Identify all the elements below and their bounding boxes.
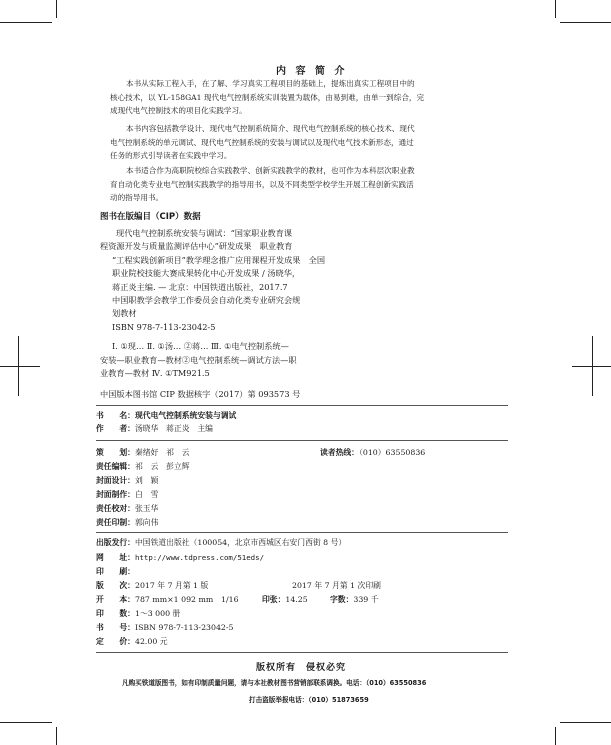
- author-label: 作 者：: [96, 424, 135, 433]
- format-row: [96, 594, 239, 605]
- website-value[interactable]: http://www.tdpress.com/51eds/: [134, 553, 265, 562]
- words-row: [330, 594, 379, 605]
- print-count-value: 1～3 000 册: [134, 609, 181, 618]
- print-count-label: 印 数：: [96, 609, 135, 618]
- cip-catalog-number: 中国版本图书馆 CIP 数据核字（2017）第 093573 号: [100, 389, 301, 399]
- printer-label: 印 刷：: [96, 567, 135, 576]
- cip-block: [100, 227, 325, 380]
- printing-value: 2017 年 7 月第 1 次印刷: [292, 581, 381, 590]
- print-count-row: [96, 608, 180, 619]
- intro-line: 本书适合作为高职院校综合实践教学、创新实践教学的教材，也可作为本科层次职业教: [126, 166, 415, 175]
- divider-2: [96, 440, 508, 441]
- cip-heading: 图书在版编目（CIP）数据: [100, 212, 201, 222]
- cip-line: 安装—职业教育—教材②电气控制系统—调试方法—职: [100, 354, 297, 365]
- editor-value: 祁 云 彭立辉: [134, 462, 190, 471]
- planning-value: 秦绪好 祁 云: [134, 448, 190, 457]
- crop-mark-mid-right-v: [592, 336, 593, 396]
- words-value: 339 千: [353, 595, 379, 604]
- words-label: 字数：: [330, 595, 354, 604]
- proof-label: 责任校对：: [96, 504, 135, 513]
- divider-top: [96, 405, 508, 406]
- intro-line: 育自动化类专业电气控制实践教学的指导用书，以及不同类型学校学生开展工程创新实践活: [110, 179, 414, 189]
- crop-mark-mid-left: [0, 366, 40, 367]
- intro-paragraph-3: [110, 164, 415, 205]
- isbn-value: ISBN 978-7-113-23042-5: [134, 623, 234, 632]
- cover-make-row: [96, 489, 158, 500]
- cip-line: “工程实践创新项目”教学理念推广应用课程开发成果 全国: [112, 254, 326, 265]
- book-value: 现代电气控制系统安装与调试: [134, 411, 237, 420]
- proof-row: [96, 503, 158, 514]
- price-value: 42.00 元: [134, 637, 168, 646]
- crop-mark-bottom-right: [560, 722, 611, 723]
- author-value: 汤晓华 蒋正炎 主编: [134, 424, 213, 433]
- cip-line: 职业院校技能大赛成果转化中心开发成果 / 汤晓华，: [112, 268, 301, 279]
- cip-line: 蒋正炎主编. — 北京：中国铁道出版社，2017.7: [112, 281, 288, 292]
- cip-line: 中国职教学会教学工作委员会自动化类专业研究会规: [112, 295, 301, 306]
- sheets-row: [262, 594, 308, 605]
- crop-mark-mid-left-v: [18, 336, 19, 396]
- author-row: [96, 423, 213, 434]
- sheets-label: 印张：: [262, 595, 286, 604]
- rights-notice: 版权所有 侵权必究: [256, 663, 347, 673]
- print-resp-label: 责任印制：: [96, 518, 135, 527]
- hotline-value: （010）63550836: [358, 448, 426, 457]
- publisher-row: [96, 537, 346, 548]
- intro-paragraph-2: [110, 122, 415, 163]
- book-row: [96, 410, 236, 421]
- crop-mark-top-right: [560, 22, 611, 23]
- edition-value: 2017 年 7 月第 1 版: [134, 581, 209, 590]
- cip-line: ISBN 978-7-113-23042-5: [112, 321, 216, 332]
- cip-line: 程资源开发与质量监测评估中心”研发成果 职业教育: [100, 241, 293, 252]
- cover-design-row: [96, 475, 158, 486]
- cip-line: 业教育—教材 Ⅳ. ①TM921.5: [100, 368, 210, 379]
- price-label: 定 价：: [96, 637, 135, 646]
- edition-label: 版 次：: [96, 581, 135, 590]
- proof-value: 张玉华: [134, 504, 159, 513]
- publisher-value: 中国铁道出版社（100054，北京市西城区右安门西街 8 号）: [134, 538, 347, 547]
- hotline-row: [320, 447, 425, 458]
- crop-mark-top-left-v: [56, 0, 57, 18]
- cip-line: 现代电气控制系统安装与调试：“国家职业教育课: [116, 228, 293, 238]
- publisher-label: 出版发行：: [96, 538, 135, 547]
- intro-paragraph-1: [110, 77, 424, 118]
- quality-notice: 凡购买铁道版图书，如有印制质量问题，请与本社教材图书营销部联系调换。电话：（010）63550836: [122, 679, 427, 687]
- edition-row: [96, 580, 208, 591]
- print-resp-value: 郭向伟: [134, 518, 159, 527]
- divider-3: [96, 532, 508, 533]
- planning-row: [96, 447, 190, 458]
- printing-row: [292, 580, 381, 591]
- editor-label: 责任编辑：: [96, 462, 135, 471]
- printer-row: [96, 566, 135, 577]
- piracy-hotline: 打击盗版举报电话：（010）51873659: [249, 696, 369, 704]
- crop-mark-bottom-right-v: [555, 727, 556, 745]
- website-label: 网 址：: [96, 553, 135, 562]
- intro-line: 任务的形式引导读者在实践中学习。: [110, 151, 232, 161]
- cip-line: 划教材: [112, 308, 137, 319]
- hotline-label: 读者热线：: [320, 448, 359, 457]
- cover-make-label: 封面制作：: [96, 490, 135, 499]
- editor-row: [96, 461, 190, 472]
- website-row: [96, 552, 264, 563]
- intro-line: 成现代电气控制技术的项目化实践学习。: [110, 106, 247, 116]
- intro-line: 核心技术，以 YL-158GA1 现代电气控制系统实训装置为载体，由易到难，由单一到综合，完: [110, 92, 425, 102]
- intro-line: 动的指导用书。: [110, 193, 164, 203]
- format-value: 787 mm×1 092 mm 1/16: [134, 595, 239, 604]
- crop-mark-top-left: [0, 22, 52, 23]
- crop-mark-bottom-left: [0, 722, 52, 723]
- intro-title: 内 容 简 介: [276, 66, 348, 77]
- isbn-label: 书 号：: [96, 623, 135, 632]
- format-label: 开 本：: [96, 595, 135, 604]
- cover-make-value: 白 雪: [134, 490, 159, 499]
- sheets-value: 14.25: [285, 595, 308, 604]
- isbn-row: [96, 622, 233, 633]
- intro-line: 本书从实际工程入手，在了解、学习真实工程项目的基础上，提炼出真实工程项目中的: [126, 79, 415, 88]
- book-label: 书 名：: [96, 411, 135, 420]
- cip-line: Ⅰ. ①现… Ⅱ. ①汤… ②蒋… Ⅲ. ①电气控制系统—: [112, 341, 289, 352]
- print-resp-row: [96, 517, 158, 528]
- cover-design-value: 刘 颖: [134, 476, 159, 485]
- intro-line: 本书内容包括教学设计、现代电气控制系统简介、现代电气控制系统的核心技术、现代: [126, 124, 415, 133]
- crop-mark-bottom-left-v: [56, 727, 57, 745]
- cover-design-label: 封面设计：: [96, 476, 135, 485]
- planning-label: 策 划：: [96, 448, 135, 457]
- crop-mark-top-right-v: [555, 0, 556, 18]
- divider-bottom: [96, 652, 508, 653]
- intro-line: 电气控制系统的单元调试、现代电气控制系统的安装与调试以及现代电气技术新形态，通过: [110, 137, 414, 147]
- price-row: [96, 636, 168, 647]
